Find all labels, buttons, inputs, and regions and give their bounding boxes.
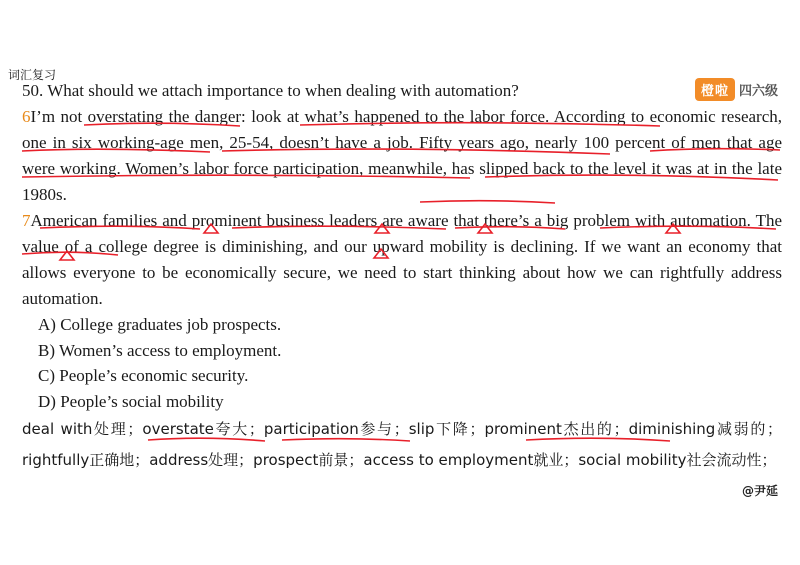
reading-content bbox=[22, 78, 782, 414]
question-text: 50. What should we attach importance to when dealing with automation? bbox=[22, 81, 519, 100]
option-a: A) College graduates job prospects. bbox=[38, 315, 282, 334]
paragraph-text: American families and prominent business leaders are aware that there’s a big problem with automation. The value of a college degree is diminishing, and our upward mobility is declining. If we want an economy that allows everyone to be economically secure, we need to start thinking about how we can rightfully address automation. bbox=[22, 211, 782, 308]
paragraph-7 bbox=[22, 208, 782, 312]
option-b: B) Women’s access to employment. bbox=[38, 340, 282, 360]
corner-label: 词汇复习 bbox=[8, 68, 57, 82]
paragraph-number: 6 bbox=[22, 107, 31, 126]
brand-level: 四六级 bbox=[738, 83, 778, 99]
option-d: D) People’s social mobility bbox=[38, 391, 224, 411]
brand-logo: 橙啦 bbox=[695, 78, 735, 101]
vocabulary-notes: deal with处理；overstate夸大；participation参与；slip下降；prominent杰出的；diminishing减弱的；rightfully正确地；address处理；prospect前景；access to employment就业；social mobility社会流动性； bbox=[22, 420, 782, 469]
paragraph-text: I’m not overstating the danger: look at what’s happened to the labor force. According to economic research, one in six working-age men, 25-54, doesn’t have a job. Fifty years ago, nearly 100 percent of men that age were working. Women’s labor force participation, meanwhile, has slipped back to the level it was at in the late 1980s. bbox=[22, 107, 782, 204]
paragraph-number: 7 bbox=[22, 211, 31, 230]
answer-options bbox=[22, 312, 782, 414]
option-c: C) People’s economic security. bbox=[38, 366, 249, 385]
author-signature: @尹延 bbox=[741, 484, 778, 498]
paragraph-6 bbox=[22, 104, 782, 208]
